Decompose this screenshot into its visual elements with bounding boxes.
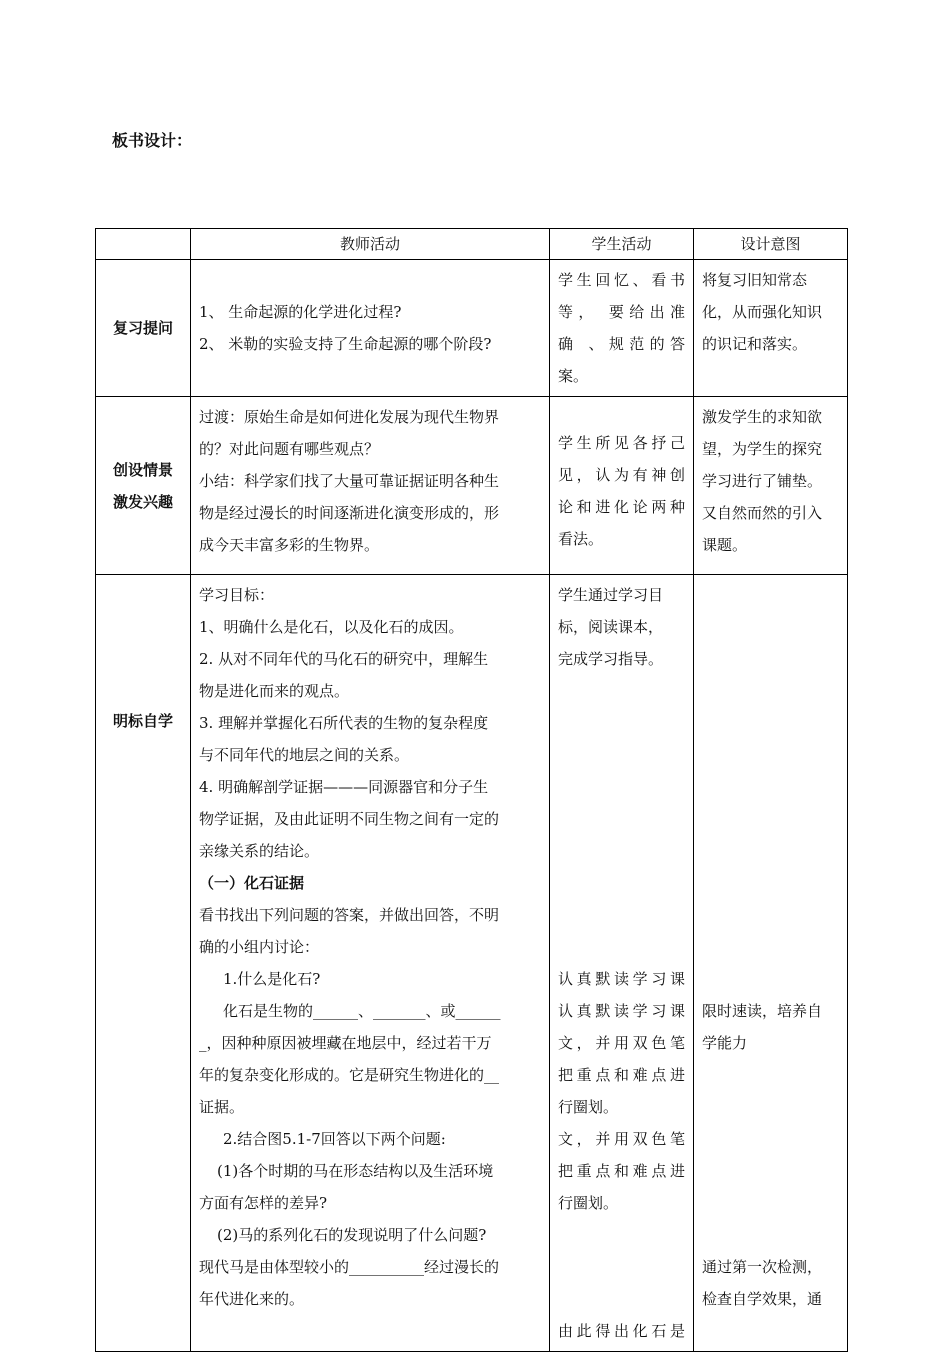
teacher-cell-scenario [191, 397, 550, 575]
design-cell-self-study [694, 575, 848, 1352]
text-line: 现代马是由体型较小的__________经过漫长的 [199, 1258, 500, 1276]
text-line: 证据。 [199, 1098, 245, 1116]
label-line: 激发兴趣 [112, 492, 173, 511]
header-teacher-activity: 教师活动 [191, 229, 550, 260]
text-line: 案。 [558, 367, 589, 385]
text-line: 激发学生的求知欲 [702, 408, 823, 426]
text-line: 看书找出下列问题的答案，并做出回答，不明 [199, 906, 500, 924]
text-line: 与不同年代的地层之间的关系。 [199, 746, 410, 764]
text-line: 望，为学生的探究 [702, 440, 823, 458]
design-cell-review [694, 260, 848, 397]
text-line: 确 、规范的答 [558, 335, 685, 353]
text-line: 2、 米勒的实验支持了生命起源的哪个阶段? [199, 335, 492, 353]
text-line: 学习进行了铺垫。 [702, 472, 823, 490]
student-cell-scenario [550, 397, 694, 575]
text-line: 亲缘关系的结论。 [199, 842, 320, 860]
board-design-heading: 板书设计： [112, 131, 193, 150]
text-line: 物学证据，及由此证明不同生物之间有一定的 [199, 810, 500, 828]
text-line: 又自然而然的引入 [702, 504, 823, 522]
text-line: 文，并用双色笔 [558, 1034, 685, 1052]
text-line: _，因种种原因被埋藏在地层中，经过若干万 [199, 1034, 492, 1052]
text-line: 完成学习指导。 [558, 650, 664, 668]
text-line: 学生所见各抒己 [558, 434, 685, 452]
text-line: 由此得出化石是 [558, 1322, 685, 1340]
text-line: (1)各个时期的马在形态结构以及生活环境 [217, 1162, 494, 1180]
text-line: 3. 理解并掌握化石所代表的生物的复杂程度 [199, 714, 489, 732]
text-line: 通过第一次检测， [702, 1258, 823, 1276]
section-title-fossil-evidence: （一）化石证据 [199, 874, 305, 892]
text-line: 行圈划。 [558, 1194, 619, 1212]
text-line: 行圈划。 [558, 1098, 619, 1116]
lesson-plan-table [95, 228, 848, 1352]
table-header-row [96, 229, 848, 260]
text-line: 2. 从对不同年代的马化石的研究中，理解生 [199, 650, 489, 668]
text-line: 论和进化论两种 [558, 498, 685, 516]
text-line: 看法。 [558, 530, 604, 548]
text-line: 标，阅读课本， [558, 618, 664, 636]
table-row-review [96, 260, 848, 397]
text-line: 将复习旧知常态 [702, 271, 808, 289]
question-1: 1.什么是化石? [223, 970, 321, 988]
text-line: 物是进化而来的观点。 [199, 682, 350, 700]
text-line: 等， 要给出准 [558, 303, 685, 321]
student-cell-review [550, 260, 694, 397]
student-cell-self-study [550, 575, 694, 1352]
label-line: 创设情景 [112, 460, 173, 479]
text-line: 限时速读，培养自 [702, 1002, 823, 1020]
teacher-cell-review [191, 260, 550, 397]
text-line: 化，从而强化知识 [702, 303, 823, 321]
text-line: 见，认为有神创 [558, 466, 685, 484]
row-label-review: 复习提问 [96, 260, 191, 397]
text-line: 认真默读学习课 [558, 1002, 685, 1020]
row-label-scenario [96, 397, 191, 575]
text-line: 学能力 [702, 1034, 748, 1052]
text-line: 物是经过漫长的时间逐渐进化演变形成的，形 [199, 504, 500, 522]
text-line: 1、 生命起源的化学进化过程? [199, 303, 402, 321]
text-line: 年的复杂变化形成的。它是研究生物进化的__ [199, 1066, 500, 1084]
text-line: 学生回忆、看书 [558, 271, 685, 289]
text-line: 学生通过学习目 [558, 586, 664, 604]
text-line: 把重点和难点进 [558, 1066, 685, 1084]
text-line: 文，并用双色笔 [558, 1130, 685, 1148]
text-line: 把重点和难点进 [558, 1162, 685, 1180]
question-2: 2.结合图5.1-7回答以下两个问题: [223, 1130, 446, 1148]
text-line: 化石是生物的______、_______、或______ [223, 1002, 501, 1020]
text-line: 1、明确什么是化石，以及化石的成因。 [199, 618, 464, 636]
header-student-activity: 学生活动 [550, 229, 694, 260]
table-row-scenario [96, 397, 848, 575]
header-empty [96, 229, 191, 260]
text-line: (2)马的系列化石的发现说明了什么问题? [217, 1226, 487, 1244]
text-line: 过渡：原始生命是如何进化发展为现代生物界 [199, 408, 500, 426]
text-line: 成今天丰富多彩的生物界。 [199, 536, 380, 554]
text-line: 4. 明确解剖学证据———同源器官和分子生 [199, 778, 489, 796]
text-line: 检查自学效果，通 [702, 1290, 823, 1308]
header-design-intent: 设计意图 [694, 229, 848, 260]
text-line: 方面有怎样的差异? [199, 1194, 328, 1212]
text-line: 的？对此问题有哪些观点？ [199, 440, 380, 458]
text-line: 认真默读学习课 [558, 970, 685, 988]
text-line: 课题。 [702, 536, 748, 554]
teacher-cell-self-study [191, 575, 550, 1352]
text-line: 年代进化来的。 [199, 1290, 305, 1308]
text-line: 确的小组内讨论： [199, 938, 320, 956]
row-label-self-study: 明标自学 [96, 575, 191, 1352]
text-line: 小结：科学家们找了大量可靠证据证明各种生 [199, 472, 500, 490]
text-line: 学习目标： [199, 586, 275, 604]
design-cell-scenario [694, 397, 848, 575]
table-row-self-study [96, 575, 848, 1352]
text-line: 的识记和落实。 [702, 335, 808, 353]
